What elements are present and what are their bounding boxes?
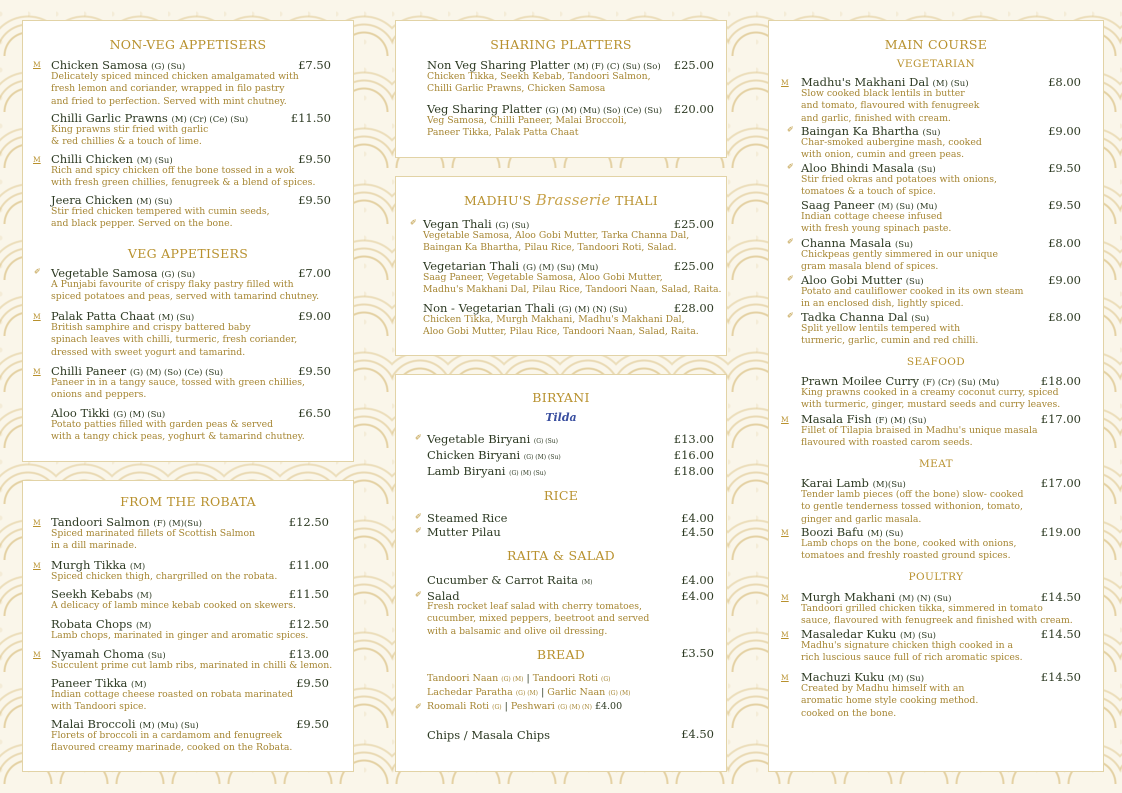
menu-item-name: Steamed Rice [427, 511, 508, 525]
menu-item-price: £8.00 [1048, 310, 1081, 324]
menu-item-price: £7.50 [298, 58, 331, 72]
section-title: BREAD [536, 647, 586, 662]
menu-item-name: Baingan Ka Bhartha (Su) [801, 124, 941, 138]
menu-item-description: Vegetable Samosa, Aloo Gobi Mutter, Tarka Channa Dal, Baingan Ka Bhartha, Pilau Rice, Tandoori Roti, Salad. [423, 230, 690, 254]
menu-item-price: £17.00 [1040, 476, 1081, 490]
menu-item-name: Cucumber & Carrot Raita (M) [427, 573, 593, 587]
vegan-icon: ✐ [410, 218, 417, 227]
bread-line: Tandoori Naan (G) (M) | Tandoori Roti (G) [427, 673, 611, 684]
mild-icon: M [781, 528, 789, 537]
mild-icon: M [33, 155, 41, 164]
menu-item-price: £9.00 [1048, 273, 1081, 287]
vegan-icon: ✐ [787, 274, 794, 283]
menu-item-description: Spiced chicken thigh, chargrilled on the robata. [51, 571, 278, 582]
menu-item-price: £4.00 [681, 573, 714, 587]
menu-item-description: Created by Madhu himself with an aromatic home style cooking method. cooked on the bone. [801, 683, 979, 719]
non-veg-appetisers-panel [22, 20, 354, 462]
menu-item-price: £9.50 [298, 193, 331, 207]
menu-item-price: £18.00 [1040, 374, 1081, 388]
menu-item-price: £9.50 [298, 364, 331, 378]
menu-item-name: Aloo Tikki (G) (M) (Su) [51, 406, 166, 420]
menu-item-name: Malai Broccoli (M) (Mu) (Su) [51, 717, 199, 731]
menu-item-price: £8.00 [1048, 236, 1081, 250]
menu-item-name: Vegetable Samosa (G) (Su) [51, 266, 196, 280]
menu-item-description: King prawns cooked in a creamy coconut curry, spiced with turmeric, ginger, mustard seeds and curry leaves. [801, 387, 1061, 411]
vegan-icon: ✐ [787, 237, 794, 246]
mild-icon: M [33, 312, 41, 321]
menu-item-name: Paneer Tikka (M) [51, 676, 147, 690]
menu-item-name: Saag Paneer (M) (Su) (Mu) [801, 198, 938, 212]
menu-item-description: Chickpeas gently simmered in our unique gram masala blend of spices. [801, 249, 999, 273]
menu-item-name: Lamb Biryani (G) (M) (Su) [427, 464, 546, 478]
menu-item-price: £11.50 [290, 111, 331, 125]
menu-item-price: £9.50 [1048, 198, 1081, 212]
menu-item-name: Chicken Samosa (G) (Su) [51, 58, 186, 72]
tilda-logo: Tilda [545, 411, 577, 424]
subsection-title: VEGETARIAN [896, 58, 976, 70]
menu-item-description: Spiced marinated fillets of Scottish Salmon in a dill marinade. [51, 528, 256, 552]
menu-item-price: £18.00 [673, 464, 714, 478]
robata-panel [22, 480, 354, 772]
vegan-icon: ✐ [787, 125, 794, 134]
menu-item-price: £25.00 [673, 259, 714, 273]
menu-item-name: Tadka Channa Dal (Su) [801, 310, 930, 324]
menu-item-name: Veg Sharing Platter (G) (M) (Mu) (So) (Ce) (Su) [427, 102, 663, 116]
menu-item-description: Slow cooked black lentils in butter and tomato, flavoured with fenugreek and garlic, finished with cream. [801, 88, 980, 124]
menu-item-description: Rich and spicy chicken off the bone tossed in a wok with fresh green chillies, fenugreek & a blend of spices. [51, 165, 316, 189]
menu-item-price: £12.50 [288, 515, 329, 529]
bread-line: Lachedar Paratha (G) (M) | Garlic Naan (G) (M) [427, 687, 631, 698]
menu-item-name: Robata Chops (M) [51, 617, 152, 631]
menu-item-price: £4.50 [681, 727, 714, 741]
mild-icon: M [781, 593, 789, 602]
menu-item-description: Tandoori grilled chicken tikka, simmered in tomato sauce, flavoured with fenugreek and finished with cream. [801, 603, 1073, 627]
menu-item-description: British samphire and crispy battered baby spinach leaves with chilli, turmeric, fresh coriander, dressed with sweet yogurt and tamarind. [51, 322, 298, 358]
mild-icon: M [781, 673, 789, 682]
menu-item-name: Palak Patta Chaat (M) (Su) [51, 309, 195, 323]
menu-item-description: Fresh rocket leaf salad with cherry tomatoes, cucumber, mixed peppers, beetroot and served with a balsamic and olive oil dressing. [427, 601, 650, 637]
section-title: MAIN COURSE [884, 37, 988, 52]
menu-item-name: Jeera Chicken (M) (Su) [51, 193, 173, 207]
menu-item-name: Chilli Chicken (M) (Su) [51, 152, 173, 166]
menu-item-price: £9.50 [298, 152, 331, 166]
menu-item-name: Machuzi Kuku (M) (Su) [801, 670, 925, 684]
menu-item-name: Non Veg Sharing Platter (M) (F) (C) (Su) (So) [427, 58, 661, 72]
menu-item-name: Seekh Kebabs (M) [51, 587, 153, 601]
menu-item-price: £9.50 [296, 676, 329, 690]
menu-item-description: Indian cottage cheese infused with fresh young spinach paste. [801, 211, 952, 235]
mild-icon: M [781, 78, 789, 87]
menu-item-name: Karai Lamb (M)(Su) [801, 476, 906, 490]
menu-item-price: £14.50 [1040, 627, 1081, 641]
section-title: FROM THE ROBATA [120, 494, 256, 509]
menu-item-name: Madhu's Makhani Dal (M) (Su) [801, 75, 969, 89]
section-title: RICE [543, 488, 579, 503]
menu-item-description: A delicacy of lamb mince kebab cooked on skewers. [51, 600, 296, 611]
menu-item-price: £6.50 [298, 406, 331, 420]
mild-icon: M [781, 630, 789, 639]
vegan-icon: ✐ [415, 512, 422, 521]
menu-item-price: £20.00 [673, 102, 714, 116]
mild-icon: M [33, 650, 41, 659]
menu-item-name: Tandoori Salmon (F) (M)(Su) [51, 515, 202, 529]
menu-item-name: Chilli Paneer (G) (M) (So) (Ce) (Su) [51, 364, 224, 378]
menu-item-description: Chicken Tikka, Murgh Makhani, Madhu's Makhani Dal, Aloo Gobi Mutter, Pilau Rice, Tandoori Naan, Salad, Raita. [423, 314, 699, 338]
menu-item-name: Boozi Bafu (M) (Su) [801, 525, 904, 539]
menu-item-description: Fillet of Tilapia braised in Madhu's unique masala flavoured with roasted carom seeds. [801, 425, 1038, 449]
thali-panel [395, 176, 727, 356]
section-title: RAITA & SALAD [507, 548, 615, 563]
menu-item-description: Succulent prime cut lamb ribs, marinated in chilli & lemon. [51, 660, 333, 671]
sharing-platters-panel [395, 20, 727, 158]
menu-item-price: £16.00 [673, 448, 714, 462]
menu-item-name: Channa Masala (Su) [801, 236, 913, 250]
menu-item-description: Veg Samosa, Chilli Paneer, Malai Broccoli, Paneer Tikka, Palak Patta Chaat [427, 115, 627, 139]
menu-item-price: £4.00 [681, 511, 714, 525]
menu-item-name: Nyamah Choma (Su) [51, 647, 166, 661]
menu-item-price: £25.00 [673, 58, 714, 72]
section-title: SHARING PLATTERS [490, 37, 632, 52]
menu-item-price: £4.50 [681, 525, 714, 539]
menu-item-price: £12.50 [288, 617, 329, 631]
menu-item-price: £4.00 [681, 589, 714, 603]
menu-item-name: Masala Fish (F) (M) (Su) [801, 412, 927, 426]
menu-item-description: Lamb chops on the bone, cooked with onions, tomatoes and freshly roasted ground spices. [801, 538, 1017, 562]
menu-item-name: Vegetable Biryani (G) (Su) [427, 432, 558, 446]
menu-item-price: £7.00 [298, 266, 331, 280]
menu-item-price: £9.50 [1048, 161, 1081, 175]
menu-item-price: £17.00 [1040, 412, 1081, 426]
menu-item-name: Salad [427, 589, 460, 603]
main-course-panel [768, 20, 1104, 772]
brasserie-script: Brasserie [535, 191, 611, 209]
vegan-icon: ✐ [787, 311, 794, 320]
vegan-icon: ✐ [787, 162, 794, 171]
menu-item-name: Non - Vegetarian Thali (G) (M) (N) (Su) [423, 301, 628, 315]
mild-icon: M [781, 415, 789, 424]
menu-item-description: Madhu's signature chicken thigh cooked in a rich luscious sauce full of rich aromatic spices. [801, 640, 1023, 664]
menu-item-description: Potato patties filled with garden peas & served with a tangy chick peas, yoghurt & tamarind chutney. [51, 419, 305, 443]
menu-item-description: Lamb chops, marinated in ginger and aromatic spices. [51, 630, 309, 641]
menu-item-name: Masaledar Kuku (M) (Su) [801, 627, 936, 641]
menu-item-price: £28.00 [673, 301, 714, 315]
menu-item-description: Tender lamb pieces (off the bone) slow- cooked to gentle tenderness tossed withonion, tomato, ginger and garlic masala. [801, 489, 1024, 525]
thali-title: MADHU'S Brasserie THALI [464, 191, 658, 209]
menu-item-price: £11.50 [288, 587, 329, 601]
bread-line: Roomali Roti (G) | Peshwari (G) (M) (N) £4.00 [427, 701, 623, 712]
vegan-icon: ✐ [415, 590, 422, 599]
menu-item-price: £3.50 [681, 646, 714, 660]
section-title: NON-VEG APPETISERS [109, 37, 267, 52]
subsection-title: POULTRY [908, 571, 964, 583]
menu-item-price: £13.00 [288, 647, 329, 661]
menu-item-name: Vegan Thali (G) (Su) [423, 217, 530, 231]
menu-item-price: £13.00 [673, 432, 714, 446]
menu-item-price: £19.00 [1040, 525, 1081, 539]
menu-item-name: Aloo Gobi Mutter (Su) [801, 273, 924, 287]
section-title: BIRYANI [532, 390, 590, 405]
vegan-icon: ✐ [34, 267, 41, 276]
section-title: VEG APPETISERS [127, 246, 249, 261]
menu-item-price: £9.50 [296, 717, 329, 731]
menu-item-description: Saag Paneer, Vegetable Samosa, Aloo Gobi Mutter, Madhu's Makhani Dal, Pilau Rice, Tandoori Naan, Salad, Raita. [423, 272, 722, 296]
menu-item-description: Florets of broccoli in a cardamom and fenugreek flavoured creamy marinade, cooked on the Robata. [51, 730, 293, 754]
mild-icon: M [33, 518, 41, 527]
menu-item-price: £11.00 [288, 558, 329, 572]
mild-icon: M [33, 367, 41, 376]
menu-item-description: Chicken Tikka, Seekh Kebab, Tandoori Salmon, Chilli Garlic Prawns, Chicken Samosa [427, 71, 651, 95]
menu-item-name: Chips / Masala Chips [427, 728, 551, 742]
menu-item-price: £14.50 [1040, 670, 1081, 684]
mild-icon: M [33, 60, 41, 69]
menu-item-name: Aloo Bhindi Masala (Su) [801, 161, 936, 175]
menu-item-description: Delicately spiced minced chicken amalgamated with fresh lemon and coriander, wrapped in filo pastry and fried to perfection. Served with mint chutney. [51, 71, 299, 107]
menu-item-name: Chilli Garlic Prawns (M) (Cr) (Ce) (Su) [51, 111, 249, 125]
vegan-icon: ✐ [415, 433, 422, 442]
menu-item-price: £9.00 [298, 309, 331, 323]
biryani-panel [395, 374, 727, 772]
menu-item-price: £14.50 [1040, 590, 1081, 604]
menu-item-name: Murgh Makhani (M) (N) (Su) [801, 590, 952, 604]
subsection-title: SEAFOOD [906, 356, 966, 368]
vegan-icon: ✐ [415, 702, 422, 711]
menu-item-description: Stir fried okras and potatoes with onions, tomatoes & a touch of spice. [801, 174, 997, 198]
menu-item-description: Stir fried chicken tempered with cumin seeds, and black pepper. Served on the bone. [51, 206, 270, 230]
mild-icon: M [33, 561, 41, 570]
menu-item-name: Mutter Pilau [427, 525, 501, 539]
menu-item-description: A Punjabi favourite of crispy flaky pastry filled with spiced potatoes and peas, served with tamarind chutney. [51, 279, 320, 303]
menu-item-description: Indian cottage cheese roasted on robata marinated with Tandoori spice. [51, 689, 294, 713]
menu-item-name: Prawn Moilee Curry (F) (Cr) (Su) (Mu) [801, 374, 1000, 388]
menu-item-description: King prawns stir fried with garlic & red chillies & a touch of lime. [51, 124, 209, 148]
menu-item-name: Chicken Biryani (G) (M) (Su) [427, 448, 561, 462]
menu-item-name: Vegetarian Thali (G) (M) (Su) (Mu) [423, 259, 599, 273]
menu-item-price: £8.00 [1048, 75, 1081, 89]
menu-item-price: £9.00 [1048, 124, 1081, 138]
vegan-icon: ✐ [415, 526, 422, 535]
menu-item-description: Split yellow lentils tempered with turmeric, garlic, cumin and red chilli. [801, 323, 979, 347]
menu-item-price: £25.00 [673, 217, 714, 231]
menu-item-description: Char-smoked aubergine mash, cooked with onion, cumin and green peas. [801, 137, 982, 161]
menu-item-description: Potato and cauliflower cooked in its own steam in an enclosed dish, lightly spiced. [801, 286, 1024, 310]
menu-item-description: Paneer in in a tangy sauce, tossed with green chillies, onions and peppers. [51, 377, 305, 401]
menu-item-name: Murgh Tikka (M) [51, 558, 146, 572]
subsection-title: MEAT [918, 458, 954, 470]
